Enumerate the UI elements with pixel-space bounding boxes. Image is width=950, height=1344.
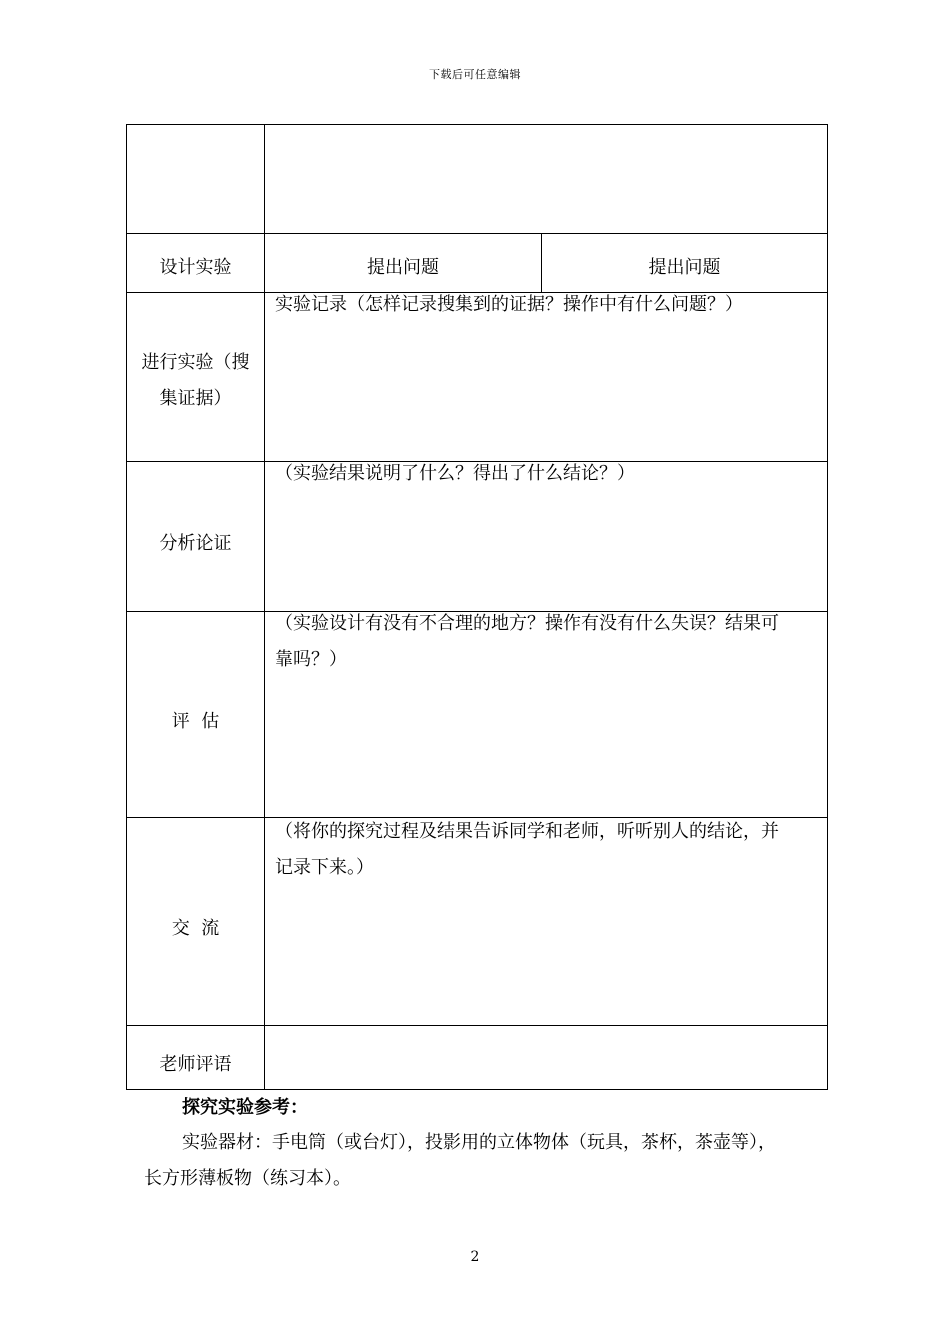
reference-equipment-line-2: 长方形薄板物（练习本）。: [144, 1168, 351, 1189]
label-teacher-comments: 老师评语: [159, 1054, 232, 1075]
prompt-line: （实验设计有没有不合理的地方？操作有没有什么失误？结果可: [275, 613, 779, 634]
analysis-prompt: （实验结果说明了什么？得出了什么结论？）: [275, 463, 635, 484]
inquiry-table: [126, 124, 828, 1090]
label-analysis: 分析论证: [159, 533, 232, 554]
page-number: 2: [470, 1249, 480, 1265]
reference-heading: 探究实验参考：: [182, 1097, 308, 1118]
label-exchange: 交 流: [171, 918, 220, 939]
evaluation-prompt: [275, 606, 825, 678]
prompt-line: （将你的探究过程及结果告诉同学和老师，听听别人的结论，并: [275, 821, 779, 842]
row-divider: [127, 1025, 827, 1026]
label-evaluation: 评 估: [171, 711, 220, 732]
design-question-2: 提出问题: [648, 257, 721, 278]
design-question-1: 提出问题: [367, 257, 439, 278]
row-divider: [127, 233, 827, 234]
header-note: 下载后可任意编辑: [429, 68, 521, 81]
experiment-record-prompt: 实验记录（怎样记录搜集到的证据？操作中有什么问题？）: [275, 294, 743, 315]
reference-equipment-line-1: 实验器材：手电筒（或台灯），投影用的立体物体（玩具，茶杯，茶壶等），: [182, 1132, 776, 1153]
label-line: 集证据）: [159, 388, 232, 409]
prompt-line: 靠吗？）: [275, 649, 347, 670]
label-design-experiment: 设计实验: [159, 257, 232, 278]
exchange-prompt: [275, 814, 825, 886]
label-carry-out-experiment: [127, 345, 264, 417]
prompt-line: 记录下来。）: [275, 857, 374, 878]
label-line: 进行实验（搜: [141, 352, 250, 373]
